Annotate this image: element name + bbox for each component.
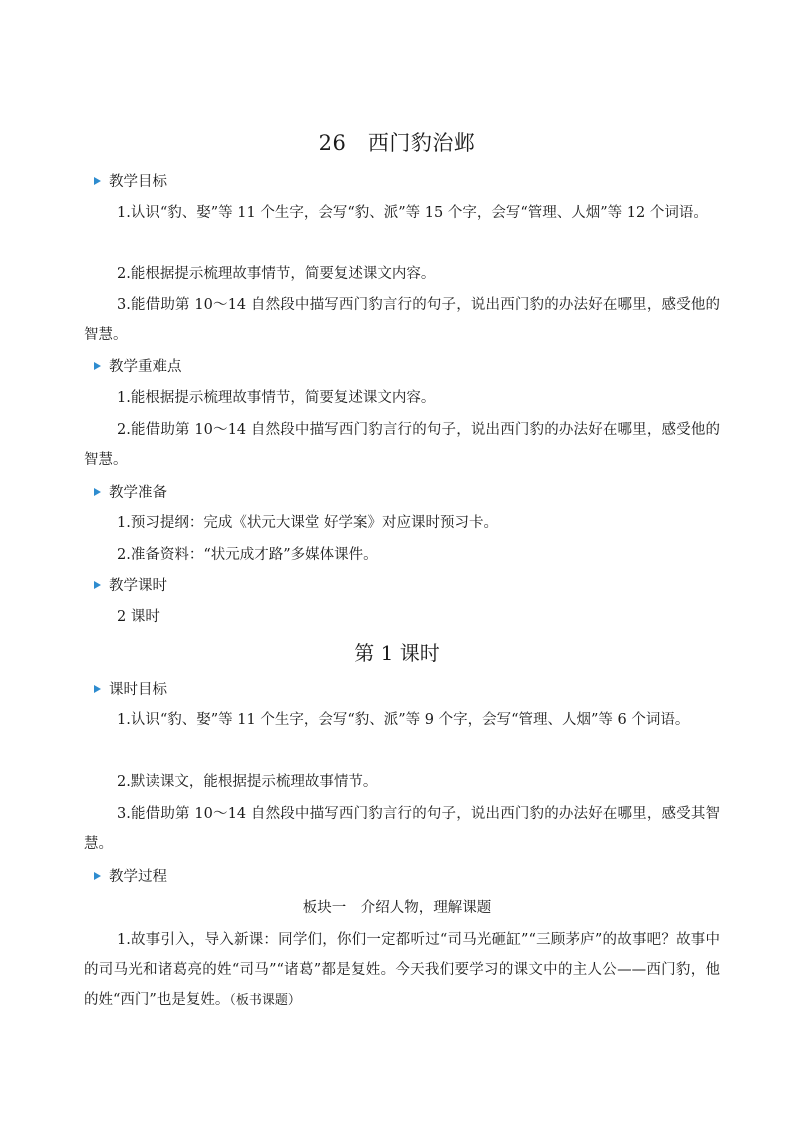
period-goal-item-1: 1.认识“豹、娶”等 11 个生字，会写“豹、派”等 9 个字，会写“管理、人烟”等 6 个词语。 [117,712,690,728]
triangle-bullet-icon [94,872,101,880]
section-heading-period-goals [94,680,167,700]
lesson-title: 26 西门豹治邺 [318,131,476,155]
goal-item-3: 3.能借助第 10～14 自然段中描写西门豹言行的句子，说出西门豹的办法好在哪里，感受他的智慧。 [84,297,720,343]
periods-text: 2 课时 [117,609,160,625]
section-heading-label: 教学重难点 [109,359,182,375]
goal-item-2: 2.能根据提示梳理故事情节，简要复述课文内容。 [117,266,436,282]
block-title: 板块一 介绍人物，理解课题 [302,900,492,916]
section-heading-periods [94,576,167,596]
section-heading-label: 教学课时 [109,578,167,594]
period-title: 第 1 课时 [354,641,440,665]
key-point-item-1: 1.能根据提示梳理故事情节，简要复述课文内容。 [117,390,436,406]
preparation-item-2: 2.准备资料：“状元成才路”多媒体课件。 [117,547,378,563]
blackboard-note: （板书课题） [229,993,301,1008]
process-paragraph-text: 1.故事引入，导入新课：同学们，你们一定都听过“司马光砸缸”“三顾茅庐”的故事吧？故事中的司马光和诸葛亮的姓“司马”“诸葛”都是复姓。今天我们要学习的课文中的主人公——西门豹，他的姓“西门”也是复姓。 [84,932,720,1008]
section-heading-preparation [94,483,167,503]
section-heading-key-points [94,357,182,377]
section-heading-goals [94,172,167,192]
section-heading-label: 课时目标 [109,682,167,698]
period-goal-item-3: 3.能借助第 10～14 自然段中描写西门豹言行的句子，说出西门豹的办法好在哪里，感受其智慧。 [84,806,720,852]
process-paragraph [84,925,720,1016]
key-point-item-2: 2.能借助第 10～14 自然段中描写西门豹言行的句子，说出西门豹的办法好在哪里，感受他的智慧。 [84,422,720,468]
preparation-item-1: 1.预习提纲：完成《状元大课堂 好学案》对应课时预习卡。 [117,515,498,531]
section-heading-process [94,867,167,887]
section-heading-label: 教学过程 [109,869,167,885]
section-heading-label: 教学准备 [109,485,167,501]
triangle-bullet-icon [94,488,101,496]
triangle-bullet-icon [94,685,101,693]
triangle-bullet-icon [94,581,101,589]
section-heading-label: 教学目标 [109,174,167,190]
triangle-bullet-icon [94,177,101,185]
period-goal-item-2: 2.默读课文，能根据提示梳理故事情节。 [117,774,378,790]
triangle-bullet-icon [94,362,101,370]
goal-item-1: 1.认识“豹、娶”等 11 个生字，会写“豹、派”等 15 个字，会写“管理、人烟”等 12 个词语。 [117,205,708,221]
